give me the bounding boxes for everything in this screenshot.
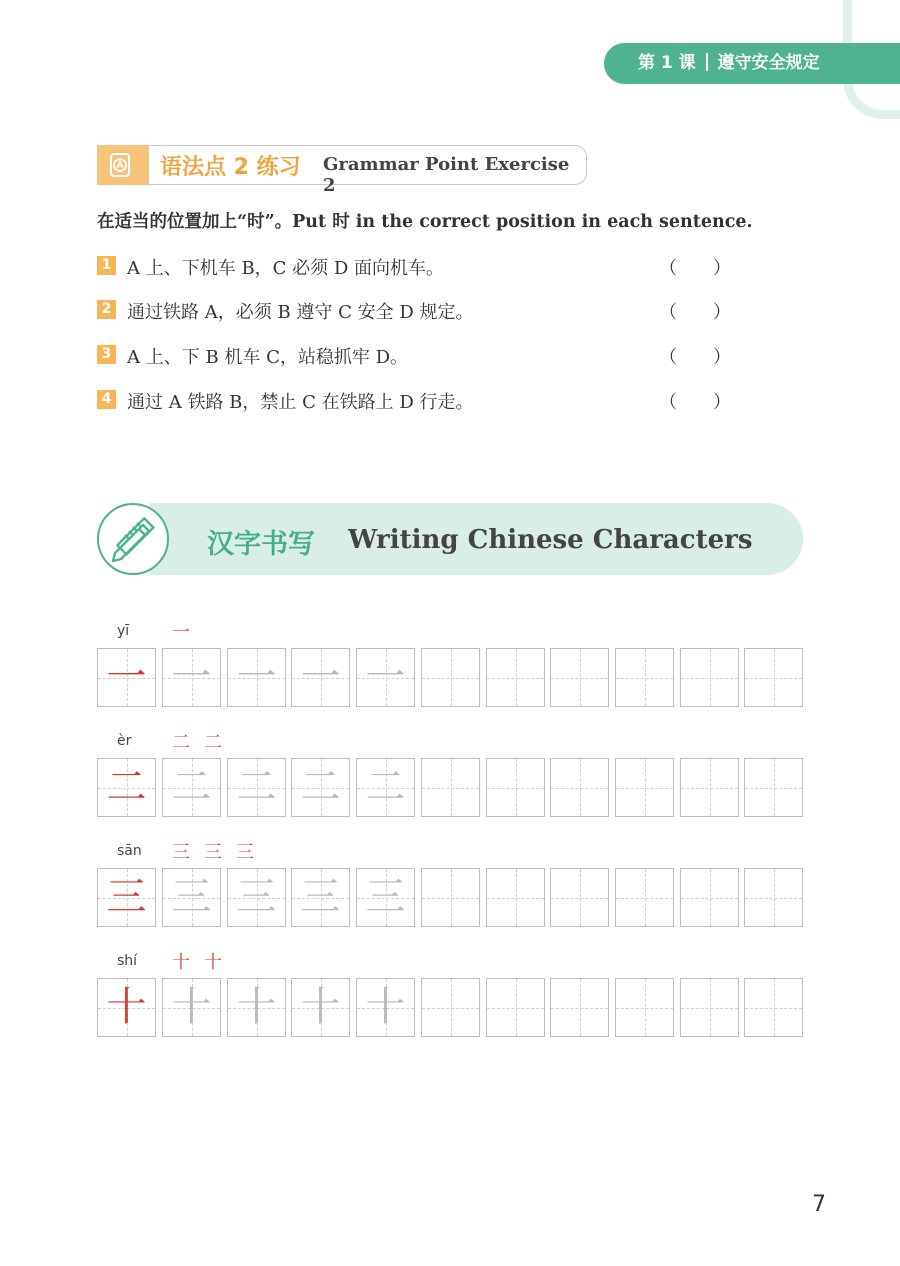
trace-cell <box>291 978 350 1037</box>
trace-cell <box>162 978 221 1037</box>
lesson-tab <box>604 43 900 84</box>
lesson-number: 第 1 课 <box>638 53 696 73</box>
pencil-ruler-icon <box>99 505 167 573</box>
exercise-instruction: 在适当的位置加上“时”。Put 时 in the correct position in each sentence. <box>97 212 753 232</box>
item-number: 2 <box>97 300 116 319</box>
blank-practice-cell[interactable] <box>550 978 609 1037</box>
blank-practice-cell[interactable] <box>421 868 480 927</box>
trace-character: 二 <box>236 764 277 810</box>
blank-practice-cell[interactable] <box>421 978 480 1037</box>
trace-character: 三 <box>171 874 212 920</box>
blank-practice-cell[interactable] <box>744 868 803 927</box>
blank-practice-cell[interactable] <box>615 648 674 707</box>
trace-character: 二 <box>171 764 212 810</box>
answer-blank[interactable]: （ ） <box>659 302 731 323</box>
practice-grid-row <box>97 978 805 1038</box>
grammar-icon-box <box>97 145 149 185</box>
lesson-topic: 遵守安全规定 <box>717 53 820 73</box>
trace-character: 十 <box>236 984 277 1030</box>
blank-practice-cell[interactable] <box>680 648 739 707</box>
model-character: 二 <box>106 764 147 810</box>
blank-practice-cell[interactable] <box>550 868 609 927</box>
trace-character: 三 <box>236 874 277 920</box>
blank-practice-cell[interactable] <box>421 758 480 817</box>
pinyin-label: èr <box>117 733 132 749</box>
practice-grid-row <box>97 648 805 708</box>
trace-cell <box>162 648 221 707</box>
blank-practice-cell[interactable] <box>550 758 609 817</box>
blank-practice-cell[interactable] <box>744 648 803 707</box>
blank-practice-cell[interactable] <box>486 868 545 927</box>
item-text: A 上、下 B 机车 C，站稳抓牢 D。 <box>127 347 409 368</box>
grammar-title-zh: 语法点 2 练习 <box>160 155 301 180</box>
answer-blank[interactable]: （ ） <box>659 258 731 279</box>
pinyin-label: sān <box>117 843 142 859</box>
blank-practice-cell[interactable] <box>486 978 545 1037</box>
answer-blank[interactable]: （ ） <box>659 392 731 413</box>
trace-cell <box>291 648 350 707</box>
stroke-order: 二二 <box>172 732 236 753</box>
trace-character: 十 <box>300 984 341 1030</box>
trace-cell <box>356 648 415 707</box>
trace-cell <box>227 868 286 927</box>
blank-practice-cell[interactable] <box>680 978 739 1037</box>
writing-icon-circle <box>97 503 169 575</box>
trace-cell <box>227 648 286 707</box>
trace-character: 二 <box>300 764 341 810</box>
stroke-order: 三三三 <box>172 842 268 863</box>
trace-cell <box>227 758 286 817</box>
trace-character: 一 <box>365 654 406 700</box>
blank-practice-cell[interactable] <box>615 868 674 927</box>
model-cell <box>97 758 156 817</box>
trace-character: 三 <box>365 874 406 920</box>
stroke-order: 十十 <box>172 952 236 973</box>
writing-title-zh: 汉字书写 <box>207 529 315 560</box>
exercise-item <box>97 298 757 322</box>
trace-character: 二 <box>365 764 406 810</box>
trace-cell <box>291 868 350 927</box>
trace-cell <box>162 758 221 817</box>
model-character: 三 <box>106 874 147 920</box>
item-number: 1 <box>97 256 116 275</box>
practice-grid-row <box>97 868 805 928</box>
exercise-item <box>97 388 757 412</box>
blank-practice-cell[interactable] <box>550 648 609 707</box>
pinyin-label: yī <box>117 623 130 639</box>
writing-title-en: Writing Chinese Characters <box>348 525 753 555</box>
trace-character: 一 <box>300 654 341 700</box>
blank-practice-cell[interactable] <box>744 978 803 1037</box>
blank-practice-cell[interactable] <box>680 758 739 817</box>
trace-cell <box>356 868 415 927</box>
item-text: 通过 A 铁路 B，禁止 C 在铁路上 D 行走。 <box>127 392 474 413</box>
practice-grid-row <box>97 758 805 818</box>
grammar-exercise-header <box>97 145 587 196</box>
trace-cell <box>356 758 415 817</box>
item-number: 3 <box>97 345 116 364</box>
trace-cell <box>227 978 286 1037</box>
model-cell <box>97 978 156 1037</box>
model-cell <box>97 648 156 707</box>
answer-blank[interactable]: （ ） <box>659 347 731 368</box>
trace-character: 十 <box>171 984 212 1030</box>
trace-cell <box>356 978 415 1037</box>
trace-character: 三 <box>300 874 341 920</box>
item-text: A 上、下机车 B，C 必须 D 面向机车。 <box>127 258 445 279</box>
trace-character: 一 <box>171 654 212 700</box>
blank-practice-cell[interactable] <box>615 758 674 817</box>
blank-practice-cell[interactable] <box>744 758 803 817</box>
exercise-item <box>97 343 757 367</box>
trace-cell <box>291 758 350 817</box>
page-number: 7 <box>812 1192 826 1217</box>
trace-character: 一 <box>236 654 277 700</box>
stroke-order: 一 <box>172 622 204 643</box>
item-number: 4 <box>97 390 116 409</box>
item-text: 通过铁路 A，必须 B 遵守 C 安全 D 规定。 <box>127 302 474 323</box>
blank-practice-cell[interactable] <box>486 648 545 707</box>
grammar-book-icon <box>97 145 149 185</box>
trace-character: 十 <box>365 984 406 1030</box>
exercise-item <box>97 254 757 278</box>
blank-practice-cell[interactable] <box>421 648 480 707</box>
model-character: 一 <box>106 654 147 700</box>
model-character: 十 <box>106 984 147 1030</box>
blank-practice-cell[interactable] <box>615 978 674 1037</box>
blank-practice-cell[interactable] <box>486 758 545 817</box>
grammar-title-en: Grammar Point Exercise 2 <box>323 154 570 196</box>
model-cell <box>97 868 156 927</box>
trace-cell <box>162 868 221 927</box>
pinyin-label: shí <box>117 953 138 969</box>
blank-practice-cell[interactable] <box>680 868 739 927</box>
tab-separator <box>706 53 708 71</box>
